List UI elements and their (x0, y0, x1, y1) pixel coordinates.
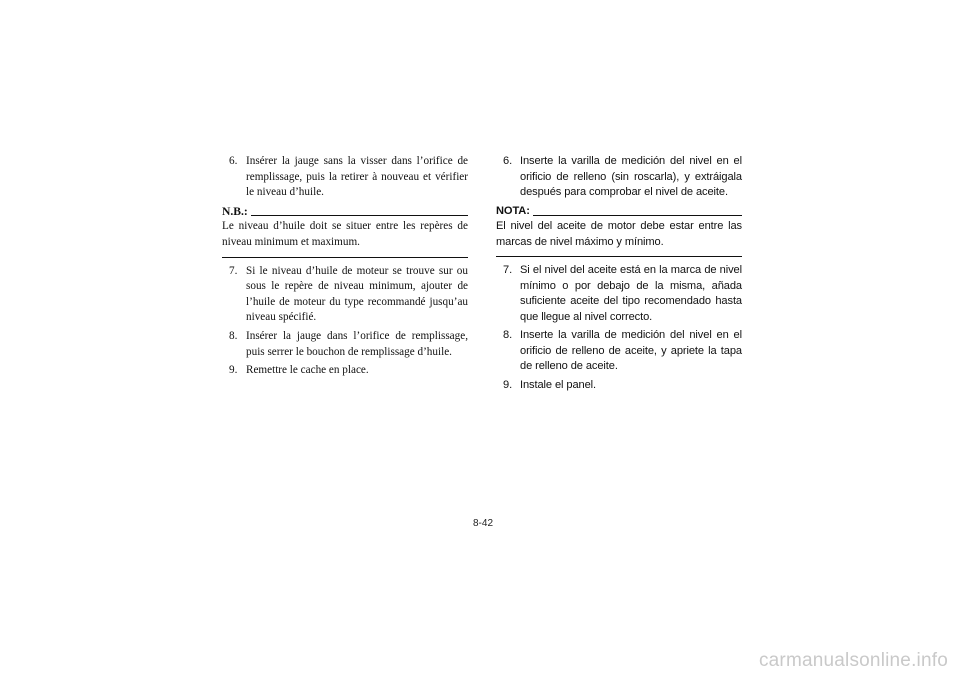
spanish-step (496, 263, 742, 325)
step-text: Insérer la jauge dans l’orifice de remplissage, puis serrer le bouchon de remplissage d’huile. (246, 329, 468, 358)
note-end-rule (496, 256, 742, 257)
step-text: Si el nivel del aceite está en la marca de nivel mínimo o por debajo de la misma, añada suficiente aceite del tipo recomendado hasta que llegue al nivel correcto. (520, 264, 742, 323)
spanish-step (496, 328, 742, 375)
french-step (222, 329, 468, 360)
step-number: 8. (229, 329, 238, 342)
step-number: 9. (503, 378, 513, 391)
note-label: N.B.: (222, 204, 248, 218)
step-number: 9. (229, 364, 238, 377)
page-number: 8-42 (473, 518, 494, 529)
note-rule (251, 215, 468, 216)
step-text: Si le niveau d’huile de moteur se trouve sur ou sous le repère de niveau minimum, ajouter de l’huile de moteur du type recommandé jusqu’au niveau spécifié. (246, 264, 468, 324)
step-text: Instale el panel. (520, 378, 597, 391)
spanish-steps-after (496, 263, 742, 393)
french-step (222, 363, 468, 379)
step-text: Inserte la varilla de medición del nivel en el orificio de relleno de aceite, y apriete la tapa de relleno de aceite. (520, 329, 742, 372)
step-text: Insérer la jauge sans la visser dans l’orifice de remplissage, puis la retirer à nouveau et vérifier le niveau d’huile. (246, 155, 468, 199)
spanish-step (496, 378, 742, 394)
step-number: 8. (503, 329, 513, 341)
french-steps-before (222, 154, 468, 201)
french-step (222, 154, 468, 201)
french-steps-after (222, 264, 468, 379)
note-end-rule (222, 257, 468, 258)
spanish-note-heading (496, 204, 742, 220)
step-number: 7. (229, 264, 238, 277)
french-note-heading (222, 204, 468, 220)
spanish-step (496, 154, 742, 201)
french-step (222, 264, 468, 326)
french-column (222, 154, 468, 382)
note-label: NOTA: (496, 204, 530, 217)
spanish-steps-before (496, 154, 742, 201)
spanish-note-text: El nivel del aceite de motor debe estar entre las marcas de nivel máximo y mínimo. (496, 220, 742, 248)
spanish-column (496, 154, 742, 396)
step-number: 6. (503, 155, 513, 167)
watermark: carmanualsonline.info (758, 650, 948, 671)
french-note-text: Le niveau d’huile doit se situer entre les repères de niveau minimum et maximum. (222, 220, 468, 248)
step-text: Remettre le cache en place. (246, 364, 369, 377)
step-number: 7. (503, 264, 513, 276)
note-rule (533, 215, 742, 216)
step-number: 6. (229, 155, 238, 167)
step-text: Inserte la varilla de medición del nivel en el orificio de relleno (sin roscarla), y extráigala después para comprobar el nivel de aceite. (520, 155, 742, 198)
